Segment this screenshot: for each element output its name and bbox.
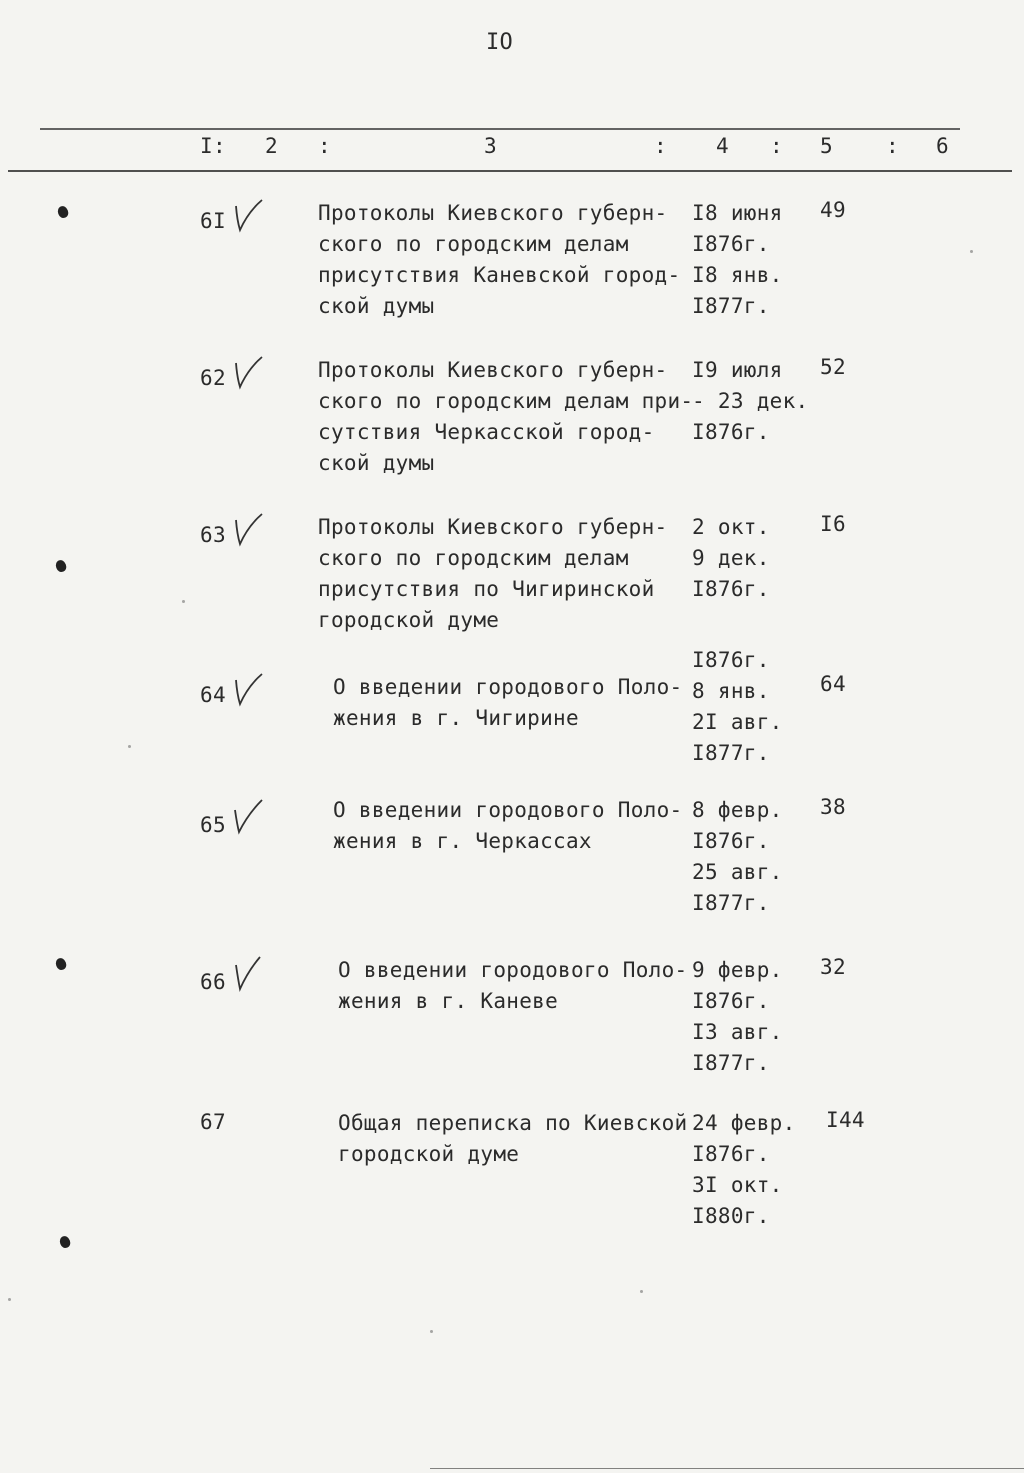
binder-hole-mark xyxy=(54,559,68,574)
column-header-2: 2 xyxy=(265,134,278,158)
column-header-1: I: xyxy=(200,134,226,158)
binder-hole-mark xyxy=(56,205,70,220)
checkmark-icon xyxy=(232,955,266,995)
column-separator: : xyxy=(886,134,899,158)
item-number-cell xyxy=(200,355,280,391)
item-number: 67 xyxy=(200,1110,226,1134)
column-header-6: 6 xyxy=(936,134,949,158)
item-title: Протоколы Киевского губерн- ского по городским делам присутствия по Чигиринской городской думе xyxy=(318,515,668,632)
item-number: 6I xyxy=(200,209,226,233)
item-sheet-count: I6 xyxy=(820,512,846,536)
scan-speck xyxy=(128,745,131,748)
column-header-3: 3 xyxy=(484,134,497,158)
item-dates: 8 февр. I876г. 25 авг. I877г. xyxy=(692,798,783,915)
item-number-cell xyxy=(200,672,280,708)
scan-speck xyxy=(8,1298,11,1301)
item-title: Протоколы Киевского губерн- ского по городским делам при- сутствия Черкасской город- ской думы xyxy=(318,358,694,475)
footer-rule xyxy=(430,1468,1024,1469)
item-number-cell xyxy=(200,955,280,995)
column-header-5: 5 xyxy=(820,134,833,158)
checkmark-icon xyxy=(232,512,266,548)
item-number: 64 xyxy=(200,683,226,707)
item-sheet-count: 32 xyxy=(820,955,846,979)
page-number: IO xyxy=(486,30,514,55)
item-number-cell xyxy=(200,198,280,234)
item-sheet-count: 64 xyxy=(820,672,846,696)
item-title: Общая переписка по Киевской городской думе xyxy=(338,1111,688,1166)
item-dates: 24 февр. I876г. 3I окт. I880г. xyxy=(692,1111,796,1228)
column-separator: : xyxy=(318,134,331,158)
item-sheet-count: 49 xyxy=(820,198,846,222)
binder-hole-mark xyxy=(58,1235,72,1250)
item-dates: 2 окт. 9 дек. I876г. xyxy=(692,515,770,601)
item-number: 62 xyxy=(200,366,226,390)
scan-speck xyxy=(640,1290,643,1293)
scan-speck xyxy=(182,600,185,603)
header-rule-top xyxy=(40,128,960,130)
column-header-4: 4 xyxy=(716,134,729,158)
item-sheet-count: I44 xyxy=(826,1108,865,1132)
checkmark-icon xyxy=(232,355,266,391)
item-number-cell xyxy=(200,512,280,548)
column-separator: : xyxy=(770,134,783,158)
item-number-cell xyxy=(200,1110,280,1134)
column-separator: : xyxy=(654,134,667,158)
item-title: О введении городового Поло- жения в г. Чигирине xyxy=(333,675,683,730)
item-number: 66 xyxy=(200,970,226,994)
checkmark-icon xyxy=(232,672,266,708)
item-number-cell xyxy=(200,798,280,838)
scan-speck xyxy=(430,1330,433,1333)
item-sheet-count: 52 xyxy=(820,355,846,379)
binder-hole-mark xyxy=(54,957,68,972)
item-dates: I8 июня I876г. I8 янв. I877г. xyxy=(692,201,783,318)
header-rule-bottom xyxy=(8,170,1012,172)
item-number: 65 xyxy=(200,813,226,837)
item-dates: 9 февр. I876г. I3 авг. I877г. xyxy=(692,958,783,1075)
item-title: О введении городового Поло- жения в г. Каневе xyxy=(338,958,688,1013)
item-sheet-count: 38 xyxy=(820,795,846,819)
item-title: О введении городового Поло- жения в г. Черкассах xyxy=(333,798,683,853)
scan-speck xyxy=(970,250,973,253)
checkmark-icon xyxy=(232,198,266,234)
checkmark-icon xyxy=(232,798,266,838)
item-dates: I9 июля - 23 дек. I876г. xyxy=(692,358,809,444)
item-title: Протоколы Киевского губерн- ского по городским делам присутствия Каневской город- ской думы xyxy=(318,201,681,318)
item-dates: I876г. 8 янв. 2I авг. I877г. xyxy=(692,648,783,765)
item-number: 63 xyxy=(200,523,226,547)
